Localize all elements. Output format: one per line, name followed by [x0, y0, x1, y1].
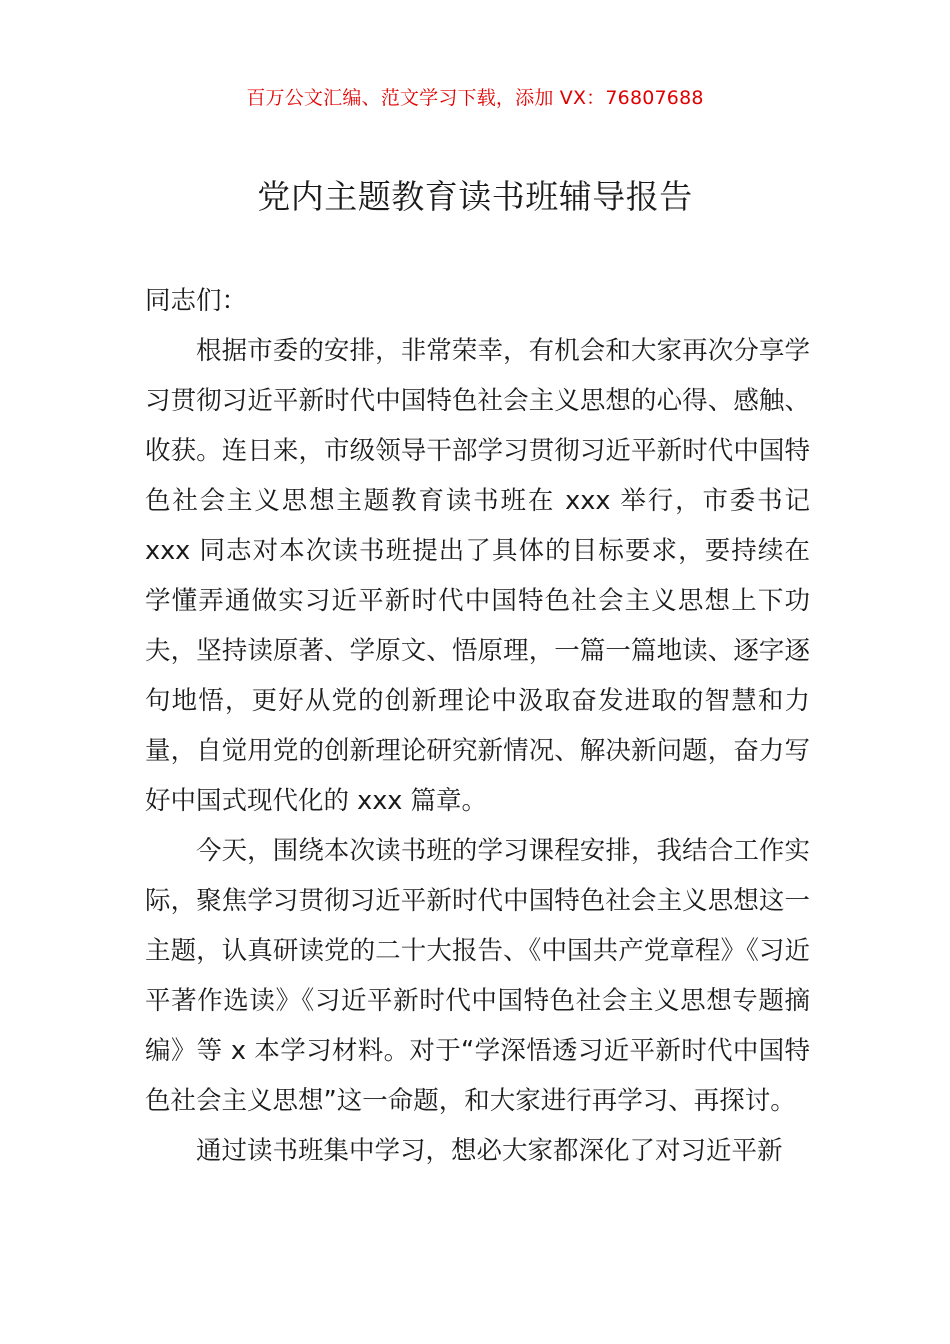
paragraph-2: 今天，围绕本次读书班的学习课程安排，我结合工作实际，聚焦学习贯彻习近平新时代中国特色社会主义思想这一主题，认真研读党的二十大报告、《中国共产党章程》《习近平著作选读》《习近平新时代中国特色社会主义思想专题摘编》等 x 本学习材料。对于“学深悟透习近平新时代中国特色社会主义思想”这一命题，和大家进行再学习、再探讨。 — [145, 836, 810, 1116]
salutation: 同志们： — [145, 286, 248, 316]
document-title: 党内主题教育读书班辅导报告 — [257, 177, 693, 216]
header-note: 百万公文汇编、范文学习下载，添加 VX：76807688 — [246, 87, 704, 109]
document-body — [145, 276, 810, 1176]
paragraph-3: 通过读书班集中学习，想必大家都深化了对习近平新 — [196, 1136, 783, 1166]
paragraph-1: 根据市委的安排，非常荣幸，有机会和大家再次分享学习贯彻习近平新时代中国特色社会主义思想的心得、感触、收获。连日来，市级领导干部学习贯彻习近平新时代中国特色社会主义思想主题教育读书班在 xxx 举行，市委书记 xxx 同志对本次读书班提出了具体的目标要求，要持续在学懂弄通做实习近平新时代中国特色社会主义思想上下功夫，坚持读原著、学原文、悟原理，一篇一篇地读、逐字逐句地悟，更好从党的创新理论中汲取奋发进取的智慧和力量，自觉用党的创新理论研究新情况、解决新问题，奋力写好中国式现代化的 xxx 篇章。 — [145, 336, 810, 816]
